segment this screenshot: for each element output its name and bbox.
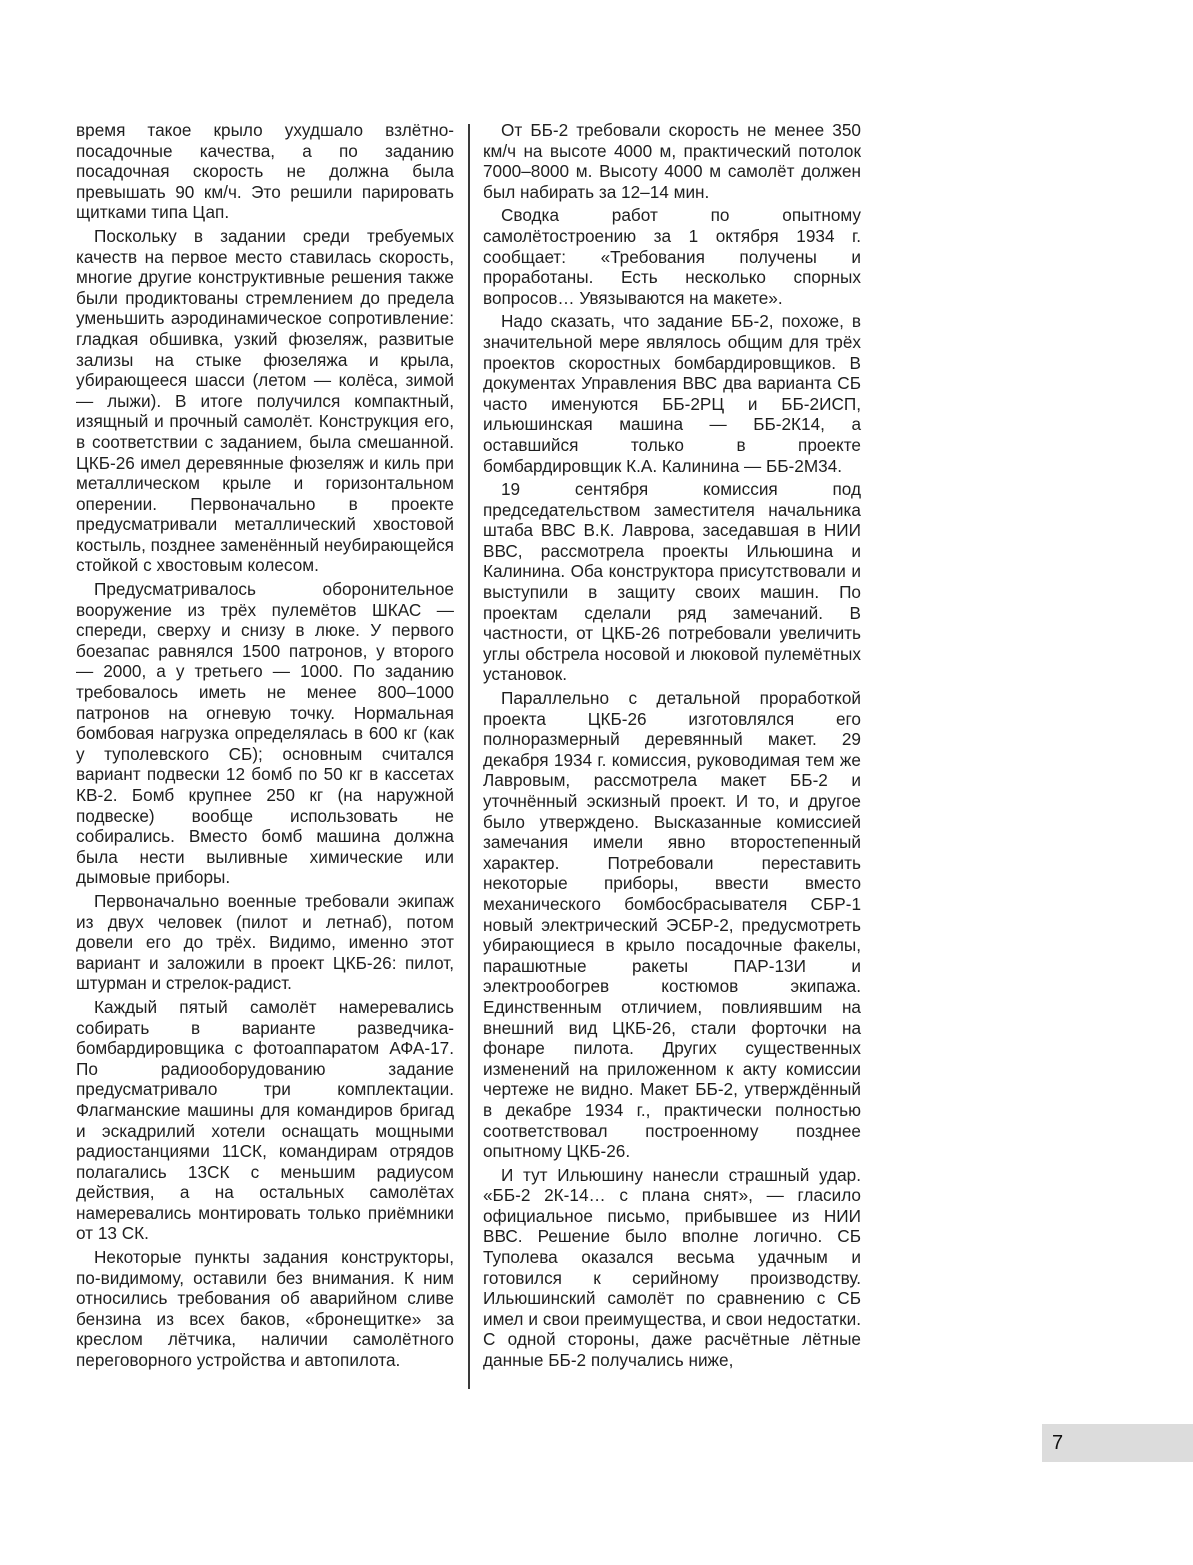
paragraph: Предусматривалось оборонительное вооружение из трёх пулемётов ШКАС — спереди, сверху и снизу в люке. У первого боезапас равнялся 1500 патронов, у второго — 2000, а у третьего — 1000. По заданию требовалось иметь не менее 800–1000 патронов на огневую точку. Нормальная бомбовая нагрузка определялась в 600 кг (как у туполевского СБ); основным считался вариант подвески 12 бомб по 50 кг в кассетах КВ-2. Бомб крупнее 250 кг (на наружной подвеске) вообще использовать не собирались. Вместо бомб машина должна была нести выливные химические или дымовые приборы. [76,579,454,888]
paragraph: Каждый пятый самолёт намеревались собирать в варианте разведчика-бомбардировщика с фотоаппаратом АФА-17. По радиооборудованию задание предусматривало три комплектации. Флагманские машины для командиров бригад и эскадрилий хотели оснащать мощными радиостанциями 11СК, командирам отрядов полагались 13СК с меньшим радиусом действия, а на остальных самолётах намеревались монтировать только приёмники от 13 СК. [76,996,454,1244]
paragraph: Параллельно с детальной проработкой проекта ЦКБ-26 изготовлялся его полноразмерный деревянный макет. 29 декабря 1934 г. комиссия, руководимая тем же Лавровым, рассмотрела макет ББ-2 и уточнённый эскизный проект. И то, и другое было утверждено. Высказанные комиссией замечания имели явно второстепенный характер. Потребовали переставить некоторые приборы, ввести вместо механического бомбосбрасывателя СБР-1 новый электрический ЭСБР-2, предусмотреть убирающиеся в крыло посадочные факелы, парашютные ракеты ПАР-13И и электрообогрев костюмов экипажа. Единственным отличием, повлиявшим на внешний вид ЦКБ-26, стали форточки на фонаре пилота. Других существенных изменений на приложенном к акту комиссии чертеже не видно. Макет ББ-2, утверждённый в декабре 1934 г., практически полностью соответствовал построенному позднее опытному ЦКБ-26. [483,688,861,1162]
paragraph: Сводка работ по опытному самолётостроению за 1 октября 1934 г. сообщает: «Требования получены и проработаны. Есть несколько спорных вопросов… Увязываются на макете». [483,205,861,308]
paragraph: От ББ-2 требовали скорость не менее 350 км/ч на высоте 4000 м, практический потолок 7000–8000 м. Высоту 4000 м самолёт должен был набирать за 12–14 мин. [483,120,861,202]
paragraph: Некоторые пункты задания конструкторы, по-видимому, оставили без внимания. К ним относились требования об аварийном сливе бензина из всех баков, «бронещитке» за креслом лётчика, наличии самолётного переговорного устройства и автопилота. [76,1247,454,1371]
page-number: 7 [1052,1432,1064,1454]
paragraph: Первоначально военные требовали экипаж из двух человек (пилот и летнаб), потом довели его до трёх. Видимо, именно этот вариант и заложили в проект ЦКБ-26: пилот, штурман и стрелок-радист. [76,890,454,994]
paragraph: время такое крыло ухудшало взлётно-посадочные качества, а по заданию посадочная скорость не должна была превышать 90 км/ч. Это решили парировать щитками типа Цап. [76,120,454,223]
paragraph: Надо сказать, что задание ББ-2, похоже, в значительной мере являлось общим для трёх проектов скоростных бомбардировщиков. В документах Управления ВВС два варианта СБ часто именуются ББ-2РЦ и ББ-2ИСП, ильюшинская машина — ББ-2К14, а оставшийся только в проекте бомбардировщик К.А. Калинина — ББ-2М34. [483,311,861,476]
text-column-right [483,120,861,1374]
page-number-tab [1042,1424,1193,1462]
paragraph: Поскольку в задании среди требуемых качеств на первое место ставилась скорость, многие другие конструктивные решения также были продиктованы стремлением до предела уменьшить аэродинамическое сопротивление: гладкая обшивка, узкий фюзеляж, развитые зализы на стыке фюзеляжа и крыла, убирающееся шасси (летом — колёса, зимой — лыжи). В итоге получился компактный, изящный и прочный самолёт. Конструкция его, в соответствии с заданием, была смешанной. ЦКБ-26 имел деревянные фюзеляж и киль при металлическом крыле и горизонтальном оперении. Первоначально в проекте предусматривали металлический хвостовой костыль, позднее заменённый неубирающейся стойкой с хвостовым колесом. [76,225,454,576]
paragraph: 19 сентября комиссия под председательством заместителя начальника штаба ВВС В.К. Лаврова, заседавшая в НИИ ВВС, рассмотрела проекты Ильюшина и Калинина. Оба конструктора присутствовали и выступили в защиту своих машин. По проектам сделали ряд замечаний. В частности, от ЦКБ-26 потребовали увеличить углы обстрела носовой и люковой пулемётных установок. [483,479,861,685]
text-column-left [76,120,454,1374]
column-divider [468,124,470,1389]
paragraph: И тут Ильюшину нанесли страшный удар. «ББ-2 2К-14… с плана снят», — гласило официальное письмо, прибывшее из НИИ ВВС. Решение было вполне логично. СБ Туполева оказался весьма удачным и готовился к серийному производству. Ильюшинский самолёт по сравнению с СБ имел и свои преимущества, и свои недостатки. С одной стороны, даже расчётные лётные данные ББ-2 получались ниже, [483,1164,861,1371]
